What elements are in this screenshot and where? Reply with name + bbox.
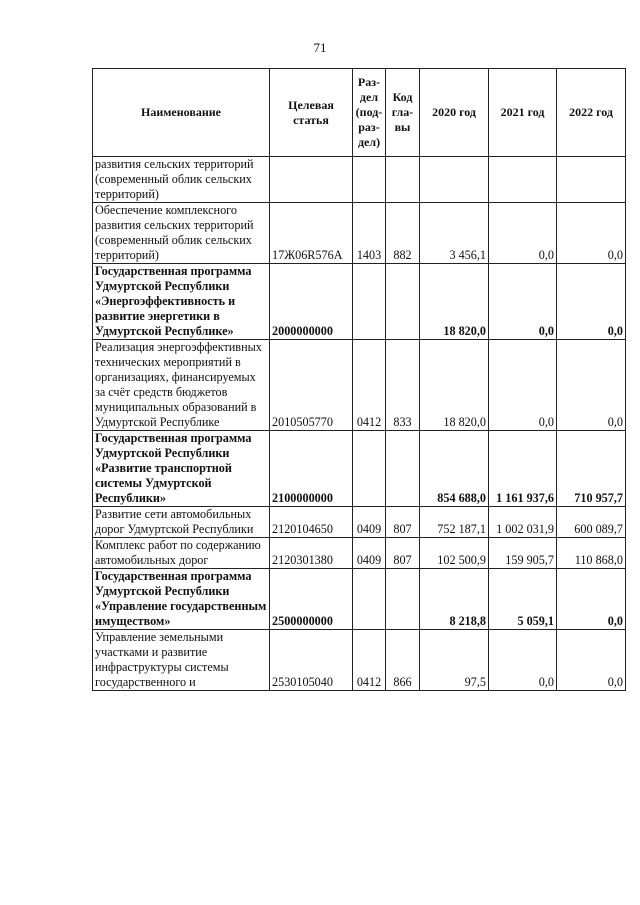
table-row (93, 157, 626, 203)
page-number: 71 (313, 40, 327, 55)
cell-name: Управление земельными участками и развитие инфраструктуры системы государственного и (93, 630, 270, 691)
table-body (93, 157, 626, 691)
cell-chapter (386, 157, 420, 203)
cell-y2021 (489, 157, 557, 203)
header-section: Раз-дел (под-раз-дел) (353, 69, 386, 157)
cell-chapter: 807 (386, 538, 420, 569)
cell-chapter (386, 569, 420, 630)
cell-y2020: 854 688,0 (420, 431, 489, 507)
header-name: Наименование (93, 69, 270, 157)
cell-name: Государственная программа Удмуртской Республики «Развитие транспортной системы Удмуртской Республики» (93, 431, 270, 507)
table-row (93, 264, 626, 340)
header-target: Целевая статья (270, 69, 353, 157)
cell-chapter: 833 (386, 340, 420, 431)
cell-section (353, 264, 386, 340)
cell-y2020: 8 218,8 (420, 569, 489, 630)
header-2022: 2022 год (557, 69, 626, 157)
cell-y2022: 0,0 (557, 569, 626, 630)
table-row (93, 340, 626, 431)
cell-y2021: 5 059,1 (489, 569, 557, 630)
cell-y2021: 1 002 031,9 (489, 507, 557, 538)
cell-y2022: 0,0 (557, 340, 626, 431)
cell-chapter: 866 (386, 630, 420, 691)
table-row (93, 538, 626, 569)
cell-y2020: 752 187,1 (420, 507, 489, 538)
table-row (93, 431, 626, 507)
cell-section: 0409 (353, 507, 386, 538)
cell-section (353, 157, 386, 203)
table-row (93, 203, 626, 264)
cell-target: 2100000000 (270, 431, 353, 507)
cell-target: 2500000000 (270, 569, 353, 630)
cell-y2020 (420, 157, 489, 203)
cell-target (270, 157, 353, 203)
cell-section (353, 431, 386, 507)
cell-chapter: 807 (386, 507, 420, 538)
table-row (93, 507, 626, 538)
cell-y2021: 0,0 (489, 264, 557, 340)
cell-section: 1403 (353, 203, 386, 264)
cell-y2022: 600 089,7 (557, 507, 626, 538)
cell-target: 2120301380 (270, 538, 353, 569)
cell-section (353, 569, 386, 630)
cell-name: Государственная программа Удмуртской Республики «Энергоэффективность и развитие энергетики в Удмуртской Республике» (93, 264, 270, 340)
header-2020: 2020 год (420, 69, 489, 157)
cell-y2022 (557, 157, 626, 203)
cell-chapter: 882 (386, 203, 420, 264)
cell-section: 0412 (353, 340, 386, 431)
cell-y2021: 0,0 (489, 340, 557, 431)
cell-y2020: 97,5 (420, 630, 489, 691)
cell-chapter (386, 431, 420, 507)
budget-table (92, 68, 626, 691)
cell-y2022: 0,0 (557, 264, 626, 340)
cell-target: 2000000000 (270, 264, 353, 340)
cell-target: 17Ж06R576A (270, 203, 353, 264)
cell-y2020: 3 456,1 (420, 203, 489, 264)
table-row (93, 569, 626, 630)
cell-y2022: 0,0 (557, 203, 626, 264)
cell-y2021: 1 161 937,6 (489, 431, 557, 507)
cell-name: Государственная программа Удмуртской Республики «Управление государственным имуществом» (93, 569, 270, 630)
cell-y2022: 110 868,0 (557, 538, 626, 569)
cell-chapter (386, 264, 420, 340)
cell-y2021: 0,0 (489, 203, 557, 264)
cell-name: Обеспечение комплексного развития сельских территорий (современный облик сельских территорий) (93, 203, 270, 264)
cell-y2021: 0,0 (489, 630, 557, 691)
cell-y2022: 0,0 (557, 630, 626, 691)
table-row (93, 630, 626, 691)
cell-y2022: 710 957,7 (557, 431, 626, 507)
cell-target: 2120104650 (270, 507, 353, 538)
cell-target: 2010505770 (270, 340, 353, 431)
header-2021: 2021 год (489, 69, 557, 157)
header-chapter: Код гла-вы (386, 69, 420, 157)
cell-target: 2530105040 (270, 630, 353, 691)
cell-name: Развитие сети автомобильных дорог Удмуртской Республики (93, 507, 270, 538)
cell-name: развития сельских территорий (современный облик сельских территорий) (93, 157, 270, 203)
cell-y2020: 102 500,9 (420, 538, 489, 569)
table-header-row (93, 69, 626, 157)
cell-name: Комплекс работ по содержанию автомобильных дорог (93, 538, 270, 569)
cell-section: 0412 (353, 630, 386, 691)
cell-name: Реализация энергоэффективных технических мероприятий в организациях, финансируемых за счёт средств бюджетов муниципальных образований в Удмуртской Республике (93, 340, 270, 431)
cell-y2020: 18 820,0 (420, 340, 489, 431)
cell-y2020: 18 820,0 (420, 264, 489, 340)
cell-section: 0409 (353, 538, 386, 569)
cell-y2021: 159 905,7 (489, 538, 557, 569)
